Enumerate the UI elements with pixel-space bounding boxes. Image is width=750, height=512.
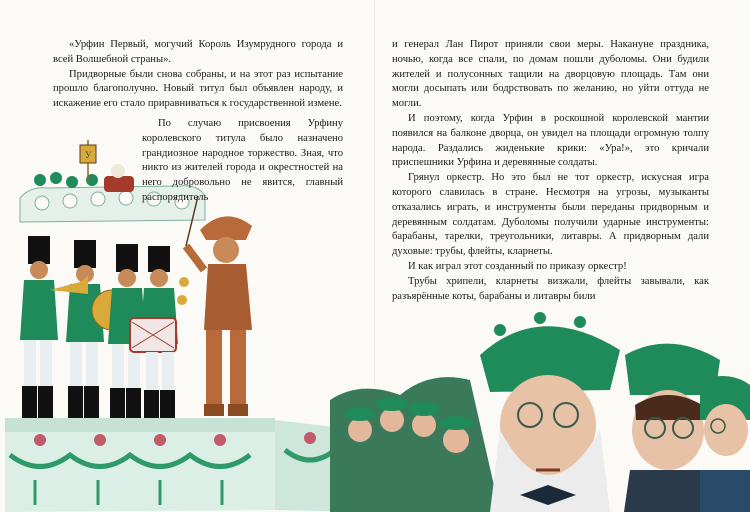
- right-page-text: [392, 38, 709, 304]
- right-paragraph: и генерал Лан Пирот приняли свои меры. Накануне праздника, ночью, когда все спали, по домам пошли дуболомы. Они будили жителей и полусонных тащили на дворцовую площадь. Там они могли досыпать или бодрствовать по желанию, но уйти оттуда не могли.: [392, 39, 709, 110]
- wooden-conductor: [186, 196, 252, 416]
- right-paragraph: Грянул оркестр. Но это был не тот оркестр, искусная игра которого славилась в стране. Несмотря на угрозы, музыканты отказались играть, и инструменты были переданы придворным и деревянным солдатам. Дуболомы получили ударные инструменты: барабаны, тарелки, треугольники, литавры. А придворным дали духовые: трубы, флейты, кларнеты.: [392, 172, 709, 258]
- soldier-band: [20, 236, 189, 418]
- right-paragraph: Трубы хрипели, кларнеты визжали, флейты завывали, как разъярённые коты, барабаны и литавры били: [392, 275, 709, 302]
- svg-text:У: У: [85, 150, 92, 160]
- right-paragraph: И поэтому, когда Урфин в роскошной королевской мантии появился на балконе дворца, он увидел на площади огромную толпу народа. Раздались жиденькие крики: «Ура!», это кричали приспешники Урфина и деревянные солдаты.: [392, 112, 709, 169]
- left-page-text-top: [53, 38, 343, 112]
- crowd: [330, 312, 750, 512]
- right-paragraph: И как играл этот созданный по приказу оркестр!: [408, 260, 627, 272]
- stage: [5, 418, 360, 512]
- left-paragraph: По случаю присвоения Урфину королевского титула было назначено грандиозное народное торжество. Зная, что никто из жителей города и окрестностей на него добровольно не явится, главный распорядитель: [142, 118, 343, 203]
- left-paragraph: Придворные были снова собраны, и на этот раз испытание прошло благополучно. Новый титул был объявлен народу, и искажение его стало приравниваться к государственной измене.: [53, 68, 343, 110]
- left-paragraph: «Урфин Первый, могучий Король Изумрудного города и всей Волшебной страны».: [53, 39, 343, 65]
- left-page-text-wrap: [142, 117, 343, 206]
